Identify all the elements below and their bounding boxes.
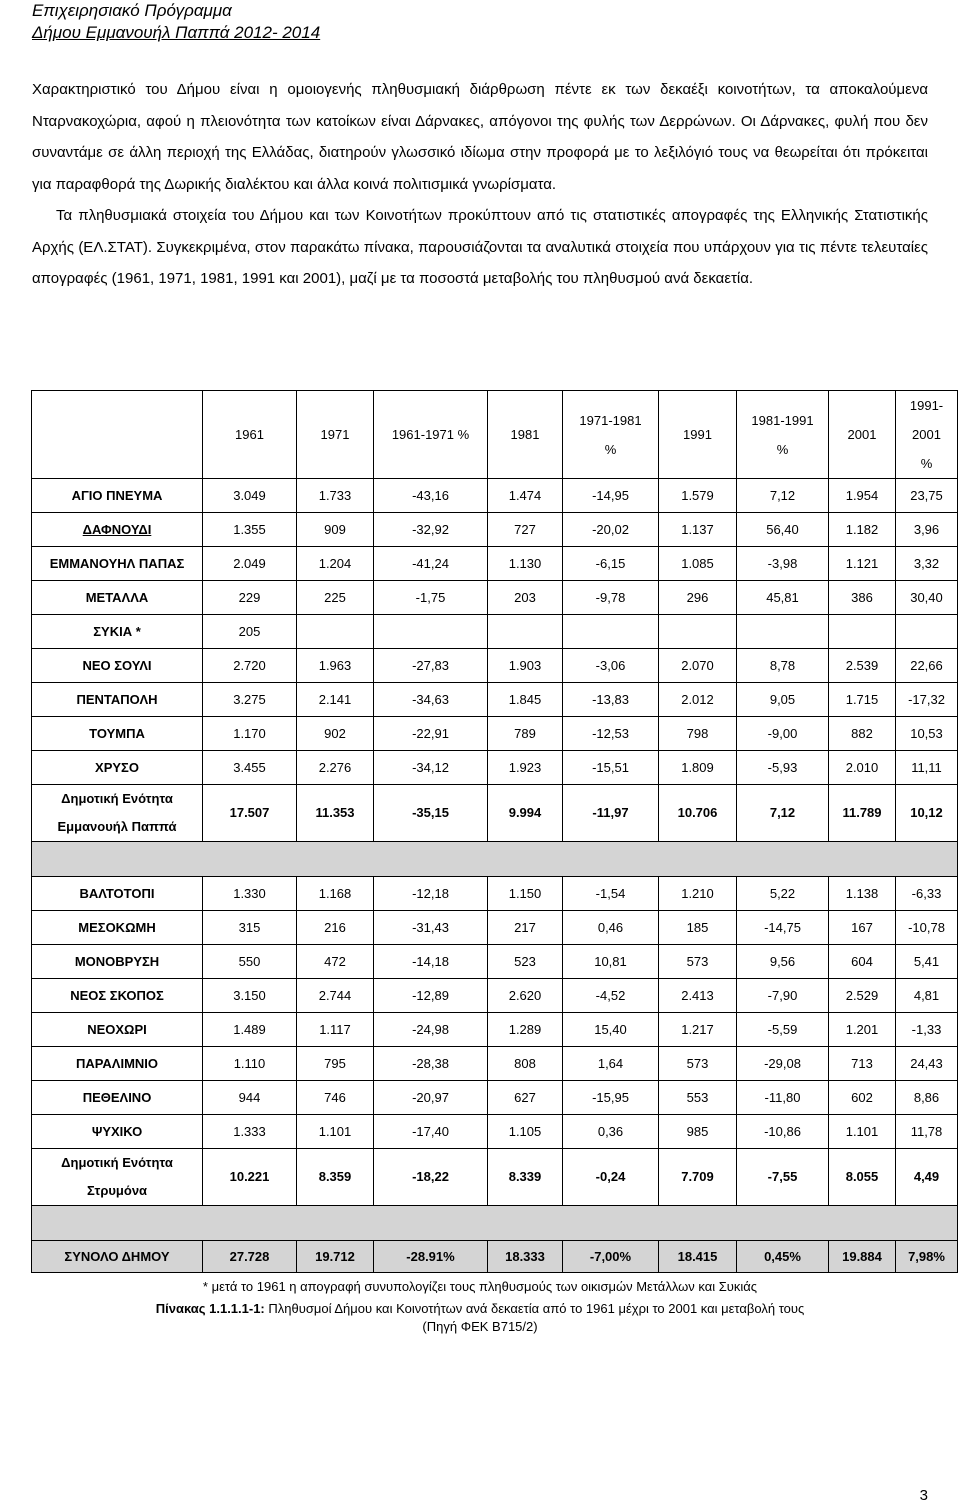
header-1991: 1991 <box>659 391 737 479</box>
value-cell: 2.049 <box>203 547 297 581</box>
subtotal-name-line-2: Στρυμόνα <box>86 1183 148 1198</box>
value-cell: 7,12 <box>737 479 829 513</box>
value-cell: 2.070 <box>659 649 737 683</box>
row-name: ΒΑΛΤΟΤΟΠΙ <box>79 886 155 901</box>
total-name: ΣΥΝΟΛΟ ΔΗΜΟΥ <box>32 1241 203 1273</box>
value-cell: 553 <box>659 1081 737 1115</box>
intro-paragraph-1: Χαρακτηριστικό του Δήμου είναι η ομοιογενής πληθυσμιακή διάρθρωση πέντε εκ των δεκαέξι κοινοτήτων, τα αποκαλούμενα Νταρνακοχώρια, αφού η πλειονότητα των κατοίκων είναι Δάρνακες, απόγονοι της φυλής των Δερρώνων. Οι Δάρνακες, φυλή που δεν συναντάμε σε άλλη περιοχή της Ελλάδας, διατηρούν γλωσσικό ιδίωμα στην προφορά με το λεξιλόγιό τους να θεωρείται ότι πρόκειται για παραφθορά της Δωρικής διαλέκτου και άλλα κοινά πολιτισμικά γνωρίσματα. <box>32 81 928 193</box>
header-1971: 1971 <box>297 391 374 479</box>
value-cell: 22,66 <box>896 649 958 683</box>
value-cell: -7,90 <box>737 979 829 1013</box>
value-cell: -11,80 <box>737 1081 829 1115</box>
value-cell: 0,36 <box>563 1115 659 1149</box>
value-cell: 45,81 <box>737 581 829 615</box>
row-name: ΝΕΟΣ ΣΚΟΠΟΣ <box>70 988 164 1003</box>
value-cell: 167 <box>829 911 896 945</box>
value-cell: 2.413 <box>659 979 737 1013</box>
table-row <box>32 1081 958 1115</box>
value-cell: 9,05 <box>737 683 829 717</box>
header-1991-2001-percent: % <box>920 456 933 471</box>
value-cell: 216 <box>297 911 374 945</box>
value-cell: -24,98 <box>374 1013 488 1047</box>
value-cell <box>896 615 958 649</box>
row-name-cell <box>32 1081 203 1115</box>
subtotal-name-line-2: Εμμανουήλ Παππά <box>57 819 177 834</box>
value-cell: 795 <box>297 1047 374 1081</box>
value-cell: -34,12 <box>374 751 488 785</box>
value-cell: 789 <box>488 717 563 751</box>
value-cell: 985 <box>659 1115 737 1149</box>
table-row <box>32 683 958 717</box>
value-cell: 5,22 <box>737 877 829 911</box>
table-header-row <box>32 391 958 479</box>
row-name-cell <box>32 945 203 979</box>
value-cell: 11,78 <box>896 1115 958 1149</box>
value-cell: 1,64 <box>563 1047 659 1081</box>
value-cell: -34,63 <box>374 683 488 717</box>
subtotal-value-cell: -7,55 <box>737 1149 829 1206</box>
value-cell: 2.012 <box>659 683 737 717</box>
value-cell: -12,18 <box>374 877 488 911</box>
row-name-cell <box>32 1047 203 1081</box>
value-cell: 604 <box>829 945 896 979</box>
row-name-cell <box>32 751 203 785</box>
value-cell: 1.150 <box>488 877 563 911</box>
row-name-cell <box>32 717 203 751</box>
row-name: ΔΑΦΝΟΥΔΙ <box>82 522 152 537</box>
row-name: ΠΕΘΕΛΙΝΟ <box>82 1090 152 1105</box>
header-title: Επιχειρησιακό Πρόγραμμα <box>32 1 232 20</box>
table-row <box>32 615 958 649</box>
subtotal-value-cell: 11.353 <box>297 785 374 842</box>
row-name-cell <box>32 547 203 581</box>
value-cell: 602 <box>829 1081 896 1115</box>
header-1971-1981 <box>563 391 659 479</box>
value-cell: 11,11 <box>896 751 958 785</box>
value-cell: 2.529 <box>829 979 896 1013</box>
value-cell: -1,33 <box>896 1013 958 1047</box>
value-cell: 1.923 <box>488 751 563 785</box>
header-2001: 2001 <box>829 391 896 479</box>
value-cell: 1.137 <box>659 513 737 547</box>
value-cell <box>829 615 896 649</box>
row-name: ΤΟΥΜΠΑ <box>89 726 145 741</box>
row-name-cell <box>32 683 203 717</box>
value-cell: 1.117 <box>297 1013 374 1047</box>
caption-source: (Πηγή ΦΕΚ Β715/2) <box>422 1319 538 1334</box>
value-cell: 1.170 <box>203 717 297 751</box>
row-name-cell <box>32 979 203 1013</box>
subtotal-row <box>32 1149 958 1206</box>
value-cell: 472 <box>297 945 374 979</box>
value-cell: 3.049 <box>203 479 297 513</box>
subtotal-value-cell: -0,24 <box>563 1149 659 1206</box>
value-cell: 15,40 <box>563 1013 659 1047</box>
value-cell: 9,56 <box>737 945 829 979</box>
value-cell: 1.121 <box>829 547 896 581</box>
row-name: ΜΟΝΟΒΡΥΣΗ <box>74 954 160 969</box>
value-cell: -14,18 <box>374 945 488 979</box>
table-row <box>32 1047 958 1081</box>
value-cell: 1.101 <box>297 1115 374 1149</box>
value-cell: 2.744 <box>297 979 374 1013</box>
value-cell: 944 <box>203 1081 297 1115</box>
subtotal-value-cell: 9.994 <box>488 785 563 842</box>
value-cell: 882 <box>829 717 896 751</box>
table-row <box>32 1115 958 1149</box>
value-cell: -6,33 <box>896 877 958 911</box>
value-cell: 23,75 <box>896 479 958 513</box>
value-cell: 798 <box>659 717 737 751</box>
value-cell: 203 <box>488 581 563 615</box>
table-row <box>32 945 958 979</box>
header-1971-1981-percent: % <box>604 441 617 457</box>
value-cell: 1.101 <box>829 1115 896 1149</box>
value-cell: -4,52 <box>563 979 659 1013</box>
value-cell: 523 <box>488 945 563 979</box>
value-cell: -17,40 <box>374 1115 488 1149</box>
value-cell: -27,83 <box>374 649 488 683</box>
value-cell: 627 <box>488 1081 563 1115</box>
value-cell: 1.085 <box>659 547 737 581</box>
value-cell: 225 <box>297 581 374 615</box>
value-cell: 2.276 <box>297 751 374 785</box>
value-cell: -20,02 <box>563 513 659 547</box>
subtotal-value-cell: 7.709 <box>659 1149 737 1206</box>
value-cell: 2.620 <box>488 979 563 1013</box>
value-cell: 746 <box>297 1081 374 1115</box>
value-cell: 1.715 <box>829 683 896 717</box>
value-cell: -10,86 <box>737 1115 829 1149</box>
header-subtitle: Δήμου Εμμανουήλ Παππά 2012- 2014 <box>32 23 321 42</box>
value-cell: -13,83 <box>563 683 659 717</box>
population-table-body <box>32 391 958 1273</box>
value-cell: -15,95 <box>563 1081 659 1115</box>
value-cell: 1.579 <box>659 479 737 513</box>
subtotal-value-cell: 17.507 <box>203 785 297 842</box>
value-cell: 1.182 <box>829 513 896 547</box>
total-value-cell: -28.91% <box>374 1241 488 1273</box>
value-cell: -15,51 <box>563 751 659 785</box>
value-cell: -6,15 <box>563 547 659 581</box>
header-1961-1971: 1961-1971 % <box>374 391 488 479</box>
subtotal-value-cell: -35,15 <box>374 785 488 842</box>
value-cell: 713 <box>829 1047 896 1081</box>
table-row <box>32 979 958 1013</box>
row-name-cell <box>32 649 203 683</box>
value-cell: -5,59 <box>737 1013 829 1047</box>
value-cell: 4,81 <box>896 979 958 1013</box>
value-cell <box>563 615 659 649</box>
value-cell: 296 <box>659 581 737 615</box>
value-cell: 3,32 <box>896 547 958 581</box>
value-cell: -3,06 <box>563 649 659 683</box>
value-cell: -14,95 <box>563 479 659 513</box>
row-name: ΝΕΟ ΣΟΥΛΙ <box>82 658 152 673</box>
value-cell: 3.150 <box>203 979 297 1013</box>
row-name: ΜΕΤΑΛΛΑ <box>85 590 149 605</box>
value-cell: 8,86 <box>896 1081 958 1115</box>
value-cell: 1.201 <box>829 1013 896 1047</box>
value-cell: 10,53 <box>896 717 958 751</box>
header-1961: 1961 <box>203 391 297 479</box>
value-cell: -9,00 <box>737 717 829 751</box>
value-cell <box>297 615 374 649</box>
table-row <box>32 547 958 581</box>
document-header <box>32 0 320 44</box>
value-cell: -22,91 <box>374 717 488 751</box>
row-name-cell <box>32 877 203 911</box>
value-cell: 185 <box>659 911 737 945</box>
row-name-cell <box>32 581 203 615</box>
value-cell: -43,16 <box>374 479 488 513</box>
total-value-cell: 27.728 <box>203 1241 297 1273</box>
value-cell: 2.141 <box>297 683 374 717</box>
table-row <box>32 581 958 615</box>
value-cell: 3.455 <box>203 751 297 785</box>
value-cell: -1,75 <box>374 581 488 615</box>
value-cell: 56,40 <box>737 513 829 547</box>
value-cell: 1.168 <box>297 877 374 911</box>
value-cell: -12,89 <box>374 979 488 1013</box>
row-name-cell <box>32 479 203 513</box>
table-footnote: * μετά το 1961 η απογραφή συνυπολογίζει τους πληθυσμούς των οικισμών Μετάλλων και Συκιάς <box>202 1279 758 1294</box>
total-value-cell: 7,98% <box>896 1241 958 1273</box>
population-table <box>31 390 958 1273</box>
row-name: ΠΕΝΤΑΠΟΛΗ <box>76 692 158 707</box>
table-row <box>32 877 958 911</box>
value-cell: 1.217 <box>659 1013 737 1047</box>
value-cell: 1.289 <box>488 1013 563 1047</box>
row-name: ΧΡΥΣΟ <box>95 760 139 775</box>
row-name: ΑΓΙΟ ΠΝΕΥΜΑ <box>71 488 163 503</box>
row-name: ΜΕΣΟΚΩΜΗ <box>78 920 156 935</box>
header-1971-1981-label: 1971-1981 <box>579 412 642 428</box>
value-cell: -14,75 <box>737 911 829 945</box>
row-name: ΨΥΧΙΚΟ <box>91 1124 143 1139</box>
row-name-cell <box>32 1013 203 1047</box>
total-value-cell: 18.333 <box>488 1241 563 1273</box>
value-cell: -41,24 <box>374 547 488 581</box>
subtotal-value-cell: 8.055 <box>829 1149 896 1206</box>
value-cell: 1.138 <box>829 877 896 911</box>
value-cell: 727 <box>488 513 563 547</box>
value-cell: 1.474 <box>488 479 563 513</box>
value-cell: -1,54 <box>563 877 659 911</box>
value-cell: 315 <box>203 911 297 945</box>
value-cell: 1.355 <box>203 513 297 547</box>
subtotal-value-cell: 11.789 <box>829 785 896 842</box>
subtotal-value-cell: -18,22 <box>374 1149 488 1206</box>
value-cell: 1.903 <box>488 649 563 683</box>
table-caption <box>0 1300 960 1336</box>
value-cell: 1.733 <box>297 479 374 513</box>
total-value-cell: 0,45% <box>737 1241 829 1273</box>
value-cell: 1.845 <box>488 683 563 717</box>
row-name: ΣΥΚΙΑ * <box>93 624 141 639</box>
value-cell: 1.963 <box>297 649 374 683</box>
subtotal-row <box>32 785 958 842</box>
table-row <box>32 717 958 751</box>
subtotal-value-cell: 7,12 <box>737 785 829 842</box>
value-cell: -12,53 <box>563 717 659 751</box>
separator-row <box>32 1206 958 1241</box>
subtotal-name-line-1: Δημοτική Ενότητα <box>61 1155 173 1170</box>
table-row <box>32 479 958 513</box>
subtotal-value-cell: 8.359 <box>297 1149 374 1206</box>
subtotal-name-cell <box>32 785 203 842</box>
separator-row <box>32 842 958 877</box>
value-cell: -3,98 <box>737 547 829 581</box>
value-cell: -28,38 <box>374 1047 488 1081</box>
header-1991-2001 <box>896 391 958 479</box>
value-cell: 2.720 <box>203 649 297 683</box>
caption-label: Πίνακας 1.1.1.1-1: <box>155 1301 265 1316</box>
value-cell <box>488 615 563 649</box>
value-cell: 1.333 <box>203 1115 297 1149</box>
intro-text <box>32 74 928 295</box>
value-cell: 1.204 <box>297 547 374 581</box>
row-name: ΝΕΟΧΩΡΙ <box>87 1022 147 1037</box>
subtotal-value-cell: 10,12 <box>896 785 958 842</box>
value-cell: -31,43 <box>374 911 488 945</box>
row-name: ΕΜΜΑΝΟΥΗΛ ΠΑΠΑΣ <box>49 556 185 571</box>
value-cell: -17,32 <box>896 683 958 717</box>
value-cell: 2.539 <box>829 649 896 683</box>
subtotal-value-cell: 10.221 <box>203 1149 297 1206</box>
value-cell: 1.130 <box>488 547 563 581</box>
value-cell: 386 <box>829 581 896 615</box>
total-value-cell: 19.712 <box>297 1241 374 1273</box>
value-cell: 229 <box>203 581 297 615</box>
subtotal-name-line-1: Δημοτική Ενότητα <box>61 791 173 806</box>
value-cell: -32,92 <box>374 513 488 547</box>
table-row <box>32 911 958 945</box>
intro-paragraph-2: Τα πληθυσμιακά στοιχεία του Δήμου και των Κοινοτήτων προκύπτουν από τις στατιστικές απογραφές της Ελληνικής Στατιστικής Αρχής (ΕΛ.ΣΤΑΤ). Συγκεκριμένα, στον παρακάτω πίνακα, παρουσιάζονται τα αναλυτικά στοιχεία που υπάρχουν για τις πέντε τελευταίες απογραφές (1961, 1971, 1981, 1991 και 2001), μαζί με τα ποσοστά μεταβολής του πληθυσμού ανά δεκαετία. <box>32 207 928 287</box>
value-cell: 0,46 <box>563 911 659 945</box>
row-name-cell <box>32 513 203 547</box>
value-cell <box>659 615 737 649</box>
subtotal-name-cell <box>32 1149 203 1206</box>
separator-cell <box>32 842 958 877</box>
value-cell: 1.110 <box>203 1047 297 1081</box>
value-cell: 30,40 <box>896 581 958 615</box>
value-cell: 5,41 <box>896 945 958 979</box>
table-row <box>32 649 958 683</box>
value-cell: 24,43 <box>896 1047 958 1081</box>
value-cell: 808 <box>488 1047 563 1081</box>
caption-text: Πληθυσμοί Δήμου και Κοινοτήτων ανά δεκαετία από το 1961 μέχρι το 2001 και μεταβολή τους <box>264 1301 805 1316</box>
table-row <box>32 1013 958 1047</box>
value-cell: -9,78 <box>563 581 659 615</box>
value-cell: 573 <box>659 1047 737 1081</box>
value-cell: 10,81 <box>563 945 659 979</box>
header-1981-1991 <box>737 391 829 479</box>
value-cell <box>374 615 488 649</box>
header-1981-1991-label: 1981-1991 <box>751 412 814 428</box>
value-cell: 1.105 <box>488 1115 563 1149</box>
total-value-cell: 19.884 <box>829 1241 896 1273</box>
subtotal-value-cell: -11,97 <box>563 785 659 842</box>
header-empty-cell <box>32 391 203 479</box>
value-cell: -10,78 <box>896 911 958 945</box>
value-cell: 1.954 <box>829 479 896 513</box>
subtotal-value-cell: 4,49 <box>896 1149 958 1206</box>
header-1991-2001-label: 1991-2001 <box>909 398 944 442</box>
value-cell: 3,96 <box>896 513 958 547</box>
total-value-cell: -7,00% <box>563 1241 659 1273</box>
subtotal-value-cell: 10.706 <box>659 785 737 842</box>
table-row <box>32 751 958 785</box>
total-row <box>32 1241 958 1273</box>
value-cell: 205 <box>203 615 297 649</box>
value-cell: -5,93 <box>737 751 829 785</box>
value-cell: 1.489 <box>203 1013 297 1047</box>
table-row <box>32 513 958 547</box>
value-cell <box>737 615 829 649</box>
total-value-cell: 18.415 <box>659 1241 737 1273</box>
separator-cell <box>32 1206 958 1241</box>
value-cell: 217 <box>488 911 563 945</box>
value-cell: 1.809 <box>659 751 737 785</box>
value-cell: 573 <box>659 945 737 979</box>
value-cell: 550 <box>203 945 297 979</box>
header-1981: 1981 <box>488 391 563 479</box>
page-number: 3 <box>919 1487 928 1504</box>
value-cell: 3.275 <box>203 683 297 717</box>
subtotal-value-cell: 8.339 <box>488 1149 563 1206</box>
value-cell: 8,78 <box>737 649 829 683</box>
row-name-cell <box>32 1115 203 1149</box>
value-cell: 1.330 <box>203 877 297 911</box>
row-name-cell <box>32 615 203 649</box>
value-cell: 909 <box>297 513 374 547</box>
value-cell: 902 <box>297 717 374 751</box>
row-name-cell <box>32 911 203 945</box>
row-name: ΠΑΡΑΛΙΜΝΙΟ <box>75 1056 159 1071</box>
header-1981-1991-percent: % <box>776 441 789 457</box>
value-cell: 2.010 <box>829 751 896 785</box>
value-cell: 1.210 <box>659 877 737 911</box>
value-cell: -29,08 <box>737 1047 829 1081</box>
value-cell: -20,97 <box>374 1081 488 1115</box>
